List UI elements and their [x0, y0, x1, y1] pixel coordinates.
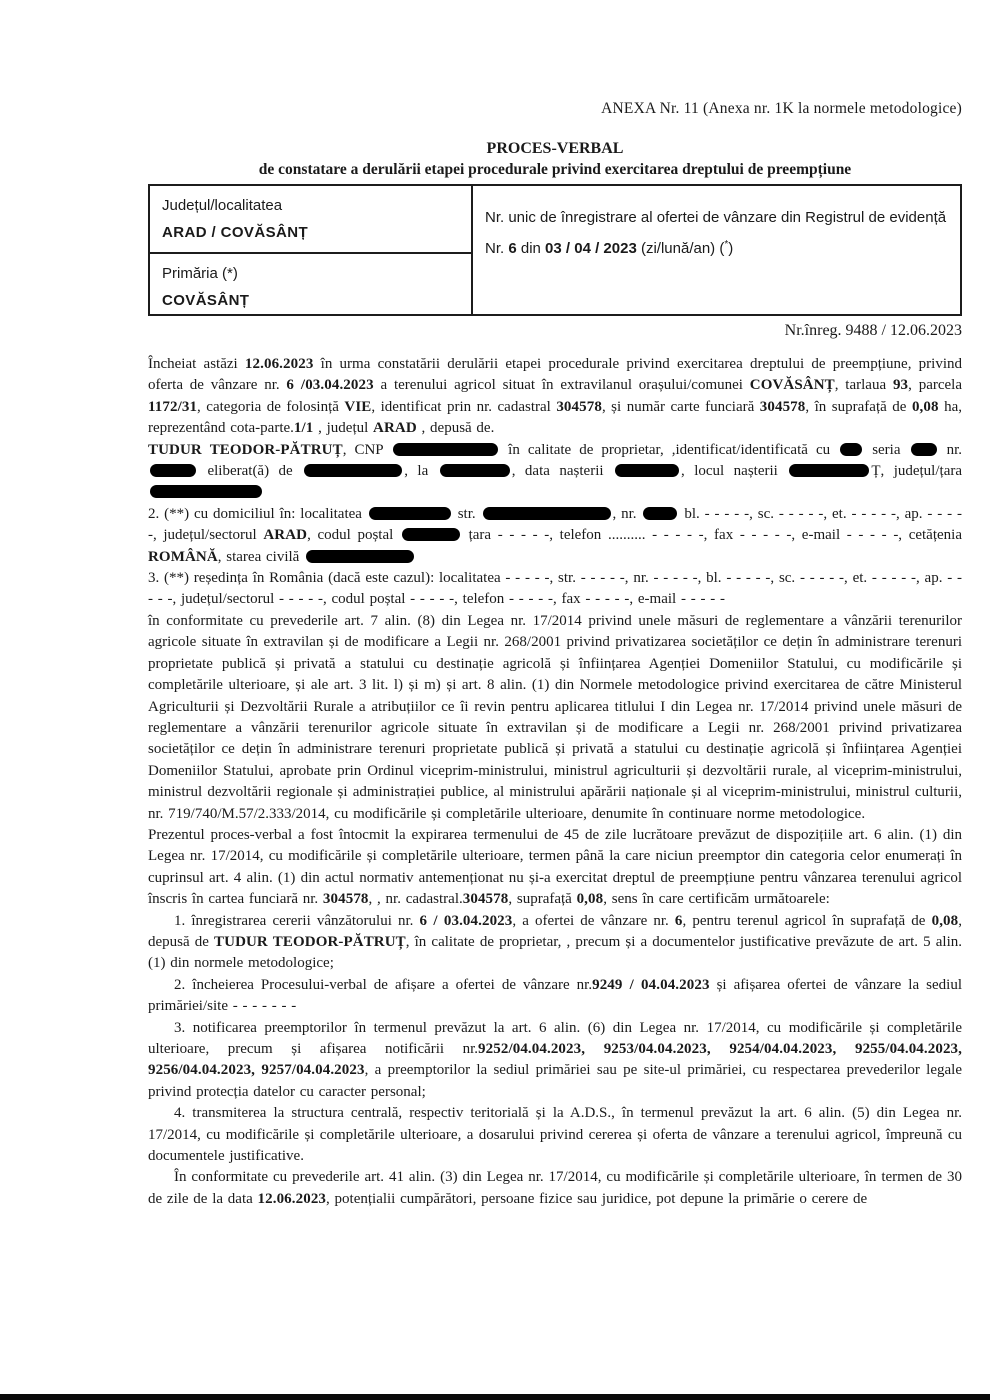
- redaction: [304, 464, 402, 477]
- redaction: [393, 443, 498, 456]
- paragraph: 3. (**) reședința în România (dacă este cazul): localitatea - - - - -, str. - - - - -, nr. - - - - -, bl. - - - - -, sc. - - - - -, et. - - - - -, ap. - - - - -, județul/sectorul - - - - -, codul poștal - - - - -, telefon - - - - -, fax - - - - -, e-mail - - - - -: [148, 570, 962, 608]
- table-cell-judet: [150, 186, 473, 254]
- redaction: [402, 528, 460, 541]
- registration-number-label: Nr. unic de înregistrare al ofertei de vânzare din Registrul de evidență: [485, 209, 947, 226]
- redaction: [369, 507, 451, 520]
- table-cell-primaria: [150, 254, 473, 314]
- paragraph: 2. încheierea Procesului-verbal de afișare a ofertei de vânzare nr.9249 / 04.04.2023 și afișarea ofertei de vânzare la sediul primăriei/site - - - - - - -: [148, 976, 962, 1015]
- judet-value: ARAD / COVĂSÂNȚ: [162, 224, 309, 241]
- table-cell-registration-number: [473, 186, 960, 314]
- redaction: [840, 443, 862, 456]
- redaction: [150, 464, 196, 477]
- paragraph: 3. notificarea preemptorilor în termenul prevăzut la art. 6 alin. (6) din Legea nr. 17/2014, cu modificările și completările ulterioare, precum și afișarea notificării nr.9252/04.04.2023, 9253/04.04.2023, 9254/04.04.2023, 9255/04.04.2023, 9256/04.04.2023, 9257/04.04.2023, a preemptorilor la sediul primăriei sau pe site-ul primăriei, cu respectarea prevederilor legale privind protecția datelor cu caracter personal;: [148, 1019, 963, 1100]
- document-body: [148, 354, 962, 1210]
- registration-table: [148, 184, 962, 316]
- paragraph: Prezentul proces-verbal a fost întocmit la expirarea termenului de 45 de zile lucrătoare prevăzut de dispozițiile art. 6 alin. (1) din Legea nr. 17/2014, cu modificările și completările ulterioare, termen până la care niciun preemptor din categoria celor enumerați în cuprinsul art. 4 alin. (1) din actul normativ antemenționat nu și-a exercitat dreptul de preempțiune pentru vânzarea terenului agricol înscris în cartea funciară nr. 304578, , nr. cadastral.304578, suprafață 0,08, sens în care certificăm următoarele:: [148, 826, 962, 908]
- redaction: [643, 507, 677, 520]
- redaction: [440, 464, 510, 477]
- document-subtitle: de constatare a derulării etapei procedurale privind exercitarea dreptului de preempțiune: [258, 161, 852, 178]
- scan-edge-bar: [0, 1394, 990, 1400]
- judet-label: Județul/localitatea: [162, 197, 283, 214]
- document-title: PROCES-VERBAL: [486, 140, 624, 157]
- registry-number-line: Nr.înreg. 9488 / 12.06.2023: [784, 322, 962, 339]
- anexa-annotation: ANEXA Nr. 11 (Anexa nr. 1K la normele metodologice): [601, 100, 962, 117]
- primaria-label: Primăria (*): [162, 265, 238, 282]
- redaction: [483, 507, 611, 520]
- primaria-value: COVĂSÂNȚ: [162, 292, 250, 309]
- redaction: [911, 443, 937, 456]
- paragraph: În conformitate cu prevederile art. 41 alin. (3) din Legea nr. 17/2014, cu modificările și completările ulterioare, în termen de 30 de zile de la data 12.06.2023, potențialii cumpărători, persoane fizice sau juridice, pot depune la primărie o cerere de: [148, 1169, 962, 1207]
- document-content: [148, 0, 962, 1210]
- paragraph: în conformitate cu prevederile art. 7 alin. (8) din Legea nr. 17/2014 privind unele măsuri de reglementare a vânzării terenurilor agricole situate în extravilan și de modificare a Legii nr. 268/2001 privind privatizarea societăților ce dețin în administrare terenuri proprietate publică și privată a statului cu destinație agricolă și înființarea Agenției Domeniilor Statului, cu modificările și completările ulterioare, și ale art. 3 lit. l) și m) și art. 8 alin. (1) din Normele metodologice privind exercitarea de către Ministerul Agriculturii și Dezvoltării Rurale a atribuțiilor ce îi revin pentru aplicarea titlului I din Legea nr. 17/2014 privind unele măsuri de reglementare a vânzării terenurilor agricole situate în extravilan și de modificare a Legii nr. 268/2001 privind privatizarea societăților ce dețin în administrare terenuri proprietate publică și privată a statului cu destinație agricolă și înființarea Agenției Domeniilor Statului, aprobate prin Ordinul viceprim-ministrului, ministrul agriculturii și dezvoltării rurale, al viceprim-ministrului, ministrul dezvoltării regionale și administrației publice, al ministrului apărării naționale și al viceprim-ministrului, ministrul culturii, nr. 719/740/M.57/2.333/2014, cu modificările și completările ulterioare, denumite în continuare norme metodologice.: [148, 612, 962, 822]
- redaction: [615, 464, 679, 477]
- registration-number-value: Nr. 6 din 03 / 04 / 2023 (zi/lună/an) (*): [485, 239, 734, 257]
- paragraph: 1. înregistrarea cererii vânzătorului nr. 6 / 03.04.2023, a ofertei de vânzare nr. 6, pentru terenul agricol în suprafață de 0,08, depusă de TUDUR TEODOR-PĂTRUȚ, în calitate de proprietar, , precum și a documentelor justificative prevăzute de art. 5 alin. (1) din normele metodologice;: [148, 912, 962, 972]
- paragraph: 4. transmiterea la structura centrală, respectiv teritorială și la A.D.S., în termenul prevăzut la art. 6 alin. (5) din Legea nr. 17/2014, cu modificările și completările ulterioare, a dosarului privind cererea și oferta de vânzare a terenului agricol, împreună cu documentele justificative.: [148, 1105, 962, 1165]
- redaction: [150, 485, 262, 498]
- redaction: [306, 550, 414, 563]
- paragraph: Încheiat astăzi 12.06.2023 în urma constatării derulării etapei procedurale privind exercitarea dreptului de preempțiune, privind oferta de vânzare nr. 6 /03.04.2023 a terenului agricol situat în extravilanul orașului/comunei COVĂSÂNȚ, tarlaua 93, parcela 1172/31, categoria de folosință VIE, identificat prin nr. cadastral 304578, și număr carte funciară 304578, în suprafață de 0,08 ha, reprezentând cota-parte.1/1 , județul ARAD , depusă de.: [148, 356, 963, 437]
- paragraph: TUDUR TEODOR-PĂTRUȚ, CNP în calitate de proprietar, ,identificat/identificată cu seria nr. eliberat(ă) de , la , data nașterii , locul nașterii Ț, județul/țara: [148, 440, 962, 504]
- paragraph: 2. (**) cu domiciliul în: localitatea str. , nr. bl. - - - - -, sc. - - - - -, et. - - - - -, ap. - - - - -, județul/sectorul ARAD, codul poștal țara - - - - -, telefon .......... - - - - -, fax - - - - -, e-mail - - - - -, cetățenia ROMÂNĂ, starea civilă: [148, 505, 962, 565]
- redaction: [789, 464, 869, 477]
